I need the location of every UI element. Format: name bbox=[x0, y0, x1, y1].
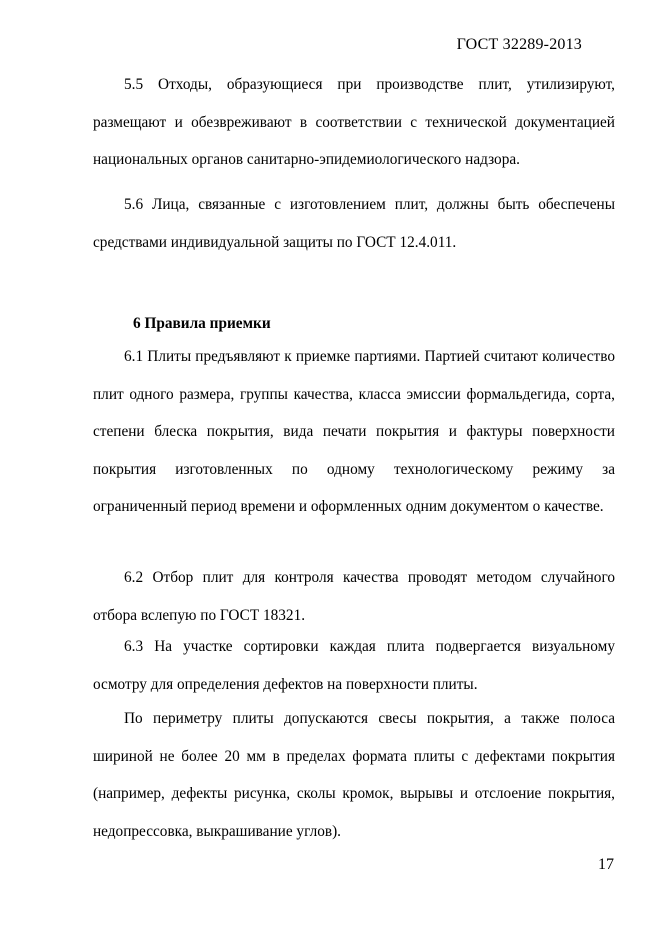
paragraph-6-3-continued: По периметру плиты допускаются свесы покрытия, а также полоса шириной не более 20 мм в пределах формата плиты с дефектами покрытия (например, дефекты рисунка, сколы кромок, вырывы и отслоение покрытия, недопрессовка, выкрашивание углов). bbox=[93, 710, 615, 840]
paragraph-6-2: 6.2 Отбор плит для контроля качества проводят методом случайного отбора вслепую по ГОСТ 18321. bbox=[93, 569, 615, 624]
paragraph-5-5: 5.5 Отходы, образующиеся при производстве плит, утилизируют, размещают и обезвреживают в соответствии с технической документацией национальных органов санитарно-эпидемиологического надзора. bbox=[93, 76, 615, 169]
section-heading-6: 6 Правила приемки bbox=[133, 315, 271, 332]
paragraph-5-6: 5.6 Лица, связанные с изготовлением плит, должны быть обеспечены средствами индивидуальной защиты по ГОСТ 12.4.011. bbox=[93, 196, 615, 251]
page-number: 17 bbox=[598, 856, 614, 873]
paragraph-6-3: 6.3 На участке сортировки каждая плита подвергается визуальному осмотру для определения дефектов на поверхности плиты. bbox=[93, 638, 615, 693]
document-header-standard: ГОСТ 32289-2013 bbox=[456, 36, 582, 53]
paragraph-6-1: 6.1 Плиты предъявляют к приемке партиями. Партией считают количество плит одного размера, группы качества, класса эмиссии формальдегида, сорта, степени блеска покрытия, вида печати покрытия и фактуры поверхности покрытия изготовленных по одному технологическому режиму за ограниченный период времени и оформленных одним документом о качестве. bbox=[93, 348, 615, 516]
